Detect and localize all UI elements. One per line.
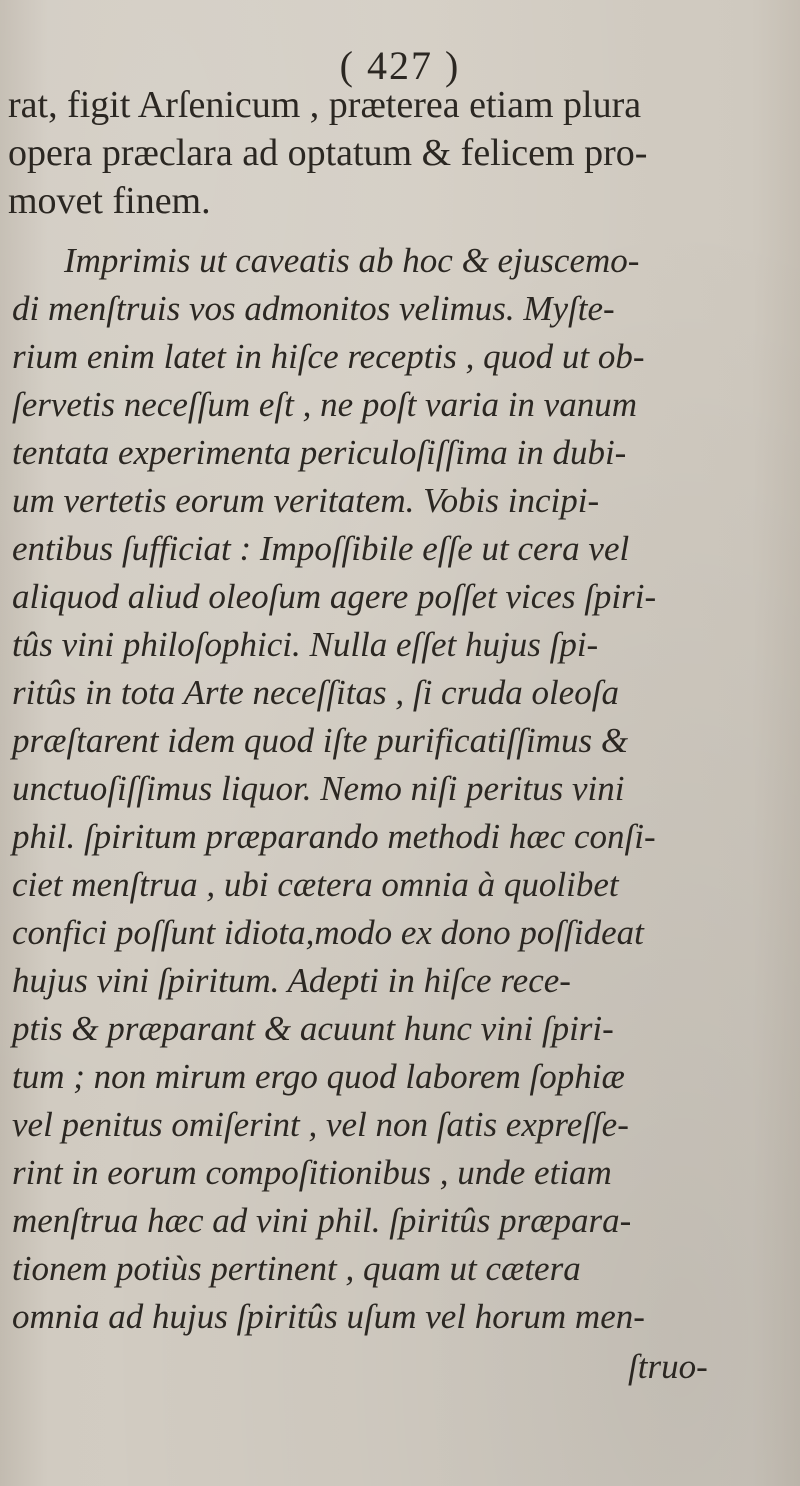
text-line: phil. ſpiritum præparando methodi hæc conſi-: [12, 817, 656, 856]
text-line: rat, figit Arſenicum , præterea etiam plura: [8, 84, 642, 126]
text-line: rint in eorum compoſitionibus , unde etiam: [12, 1153, 612, 1192]
text-line: unctuoſiſſimus liquor. Nemo niſi peritus vini: [12, 769, 625, 808]
text-line: movet finem.: [8, 180, 211, 222]
text-line: præſtarent idem quod iſte purificatiſſimus &: [12, 721, 629, 760]
text-line: tum ; non mirum ergo quod laborem ſophiæ: [12, 1057, 625, 1096]
text-line: um vertetis eorum veritatem. Vobis incipi-: [12, 481, 600, 520]
text-line: omnia ad hujus ſpiritûs uſum vel horum men-: [12, 1297, 645, 1336]
text-line: confici poſſunt idiota,modo ex dono poſſideat: [12, 913, 644, 952]
catchword: ſtruo-: [628, 1347, 708, 1386]
text-line: aliquod aliud oleoſum agere poſſet vices ſpiri-: [12, 577, 657, 616]
text-line: entibus ſufficiat : Impoſſibile eſſe ut cera vel: [12, 529, 630, 568]
text-line: ptis & præparant & acuunt hunc vini ſpiri-: [12, 1009, 614, 1048]
text-line: ritûs in tota Arte neceſſitas , ſi cruda oleoſa: [12, 673, 619, 712]
text-line: tentata experimenta periculoſiſſima in dubi-: [12, 433, 627, 472]
text-line: Imprimis ut caveatis ab hoc & ejuscemo-: [64, 241, 640, 280]
text-line: opera præclara ad optatum & felicem pro-: [8, 132, 648, 174]
page-number: ( 427 ): [339, 43, 461, 88]
text-line: menſtrua hæc ad vini phil. ſpiritûs præpara-: [12, 1201, 632, 1240]
text-line: ſervetis neceſſum eſt , ne poſt varia in vanum: [12, 385, 637, 424]
text-line: hujus vini ſpiritum. Adepti in hiſce rece-: [12, 961, 571, 1000]
text-line: ciet menſtrua , ubi cætera omnia à quolibet: [12, 865, 619, 904]
text-line: tûs vini philoſophici. Nulla eſſet hujus ſpi-: [12, 625, 599, 664]
text-line: rium enim latet in hiſce receptis , quod ut ob-: [12, 337, 645, 376]
text-line: di menſtruis vos admonitos velimus. Myſte-: [12, 289, 615, 328]
text-line: vel penitus omiſerint , vel non ſatis expreſſe-: [12, 1105, 629, 1144]
text-line: tionem potiùs pertinent , quam ut cætera: [12, 1249, 581, 1288]
